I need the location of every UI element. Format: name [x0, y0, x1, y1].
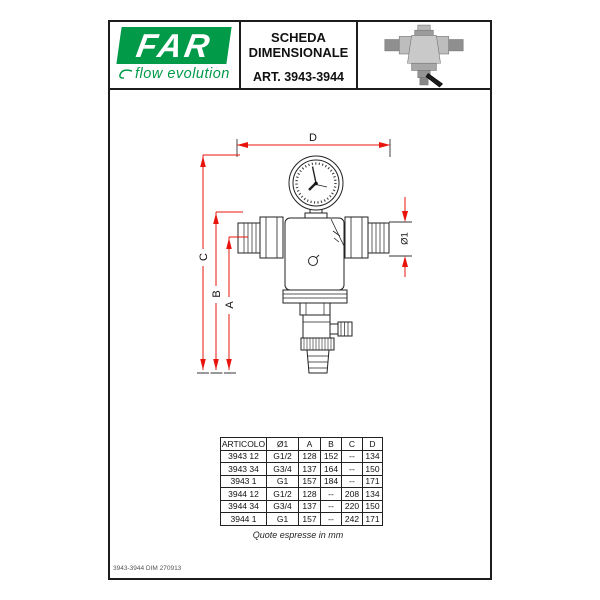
table-cell: 157	[299, 475, 321, 488]
logo-cell	[110, 22, 239, 88]
sheet-header	[110, 22, 490, 90]
table-cell: 150	[363, 500, 383, 513]
table-cell: 3943 12	[221, 450, 267, 463]
table-cell: 134	[363, 488, 383, 501]
table-cell: G1	[267, 513, 299, 526]
table-row	[221, 513, 383, 526]
table-cell: G1/2	[267, 450, 299, 463]
units-note: Quote espresse in mm	[252, 530, 344, 540]
dim-label-c: C	[198, 253, 210, 261]
far-logo-text: FAR	[133, 27, 215, 64]
table-cell: 3944 34	[221, 500, 267, 513]
table-cell: --	[342, 463, 363, 476]
table-row	[221, 500, 383, 513]
product-photo-cell	[358, 22, 490, 88]
title-cell	[239, 22, 358, 88]
tagline-swoosh-icon	[118, 68, 134, 81]
table-cell: 137	[299, 463, 321, 476]
sheet-title-line1: SCHEDA	[271, 30, 326, 45]
table-cell: --	[342, 450, 363, 463]
table-cell: 3943 1	[221, 475, 267, 488]
table-row	[221, 488, 383, 501]
table-cell: 171	[363, 475, 383, 488]
product-photo	[358, 22, 490, 88]
table-cell: 242	[342, 513, 363, 526]
table-cell: 184	[321, 475, 342, 488]
table-row	[221, 450, 383, 463]
col-header-a: A	[299, 438, 321, 451]
dim-label-diameter: Ø1	[399, 232, 411, 245]
table-cell: 128	[299, 488, 321, 501]
table-cell: --	[321, 513, 342, 526]
dim-label-b: B	[211, 290, 223, 298]
table-cell: 152	[321, 450, 342, 463]
col-header-diameter: Ø1	[267, 438, 299, 451]
col-header-d: D	[363, 438, 383, 451]
tagline-text: flow evolution	[135, 66, 230, 82]
document-code: 3943-3944 DIM 270913	[113, 565, 182, 572]
table-cell: G1/2	[267, 488, 299, 501]
dimensions-table	[220, 437, 383, 526]
table-cell: --	[321, 488, 342, 501]
far-logo	[116, 27, 231, 64]
article-number: ART. 3943-3944	[252, 69, 345, 84]
dim-label-d: D	[309, 132, 317, 144]
table-cell: 220	[342, 500, 363, 513]
table-cell: 3944 1	[221, 513, 267, 526]
logo-tagline	[118, 66, 236, 82]
table-cell: --	[342, 475, 363, 488]
table-cell: 171	[363, 513, 383, 526]
col-header-c: C	[342, 438, 363, 451]
table-header-row	[221, 438, 383, 451]
table-cell: 164	[321, 463, 342, 476]
table-cell: --	[321, 500, 342, 513]
table-cell: 134	[363, 450, 383, 463]
drain-lever	[426, 74, 443, 87]
col-header-articolo: ARTICOLO	[221, 438, 266, 449]
table-cell: G3/4	[267, 500, 299, 513]
table-cell: 208	[342, 488, 363, 501]
table-cell: 3944 12	[221, 488, 267, 501]
table-cell: 150	[363, 463, 383, 476]
table-cell: 128	[299, 450, 321, 463]
table-row	[221, 475, 383, 488]
table-cell: G3/4	[267, 463, 299, 476]
sheet-title-line2: DIMENSIONALE	[248, 44, 349, 60]
table-row	[221, 463, 383, 476]
table-cell: 3943 34	[221, 463, 267, 476]
col-header-b: B	[321, 438, 342, 451]
table-cell: 157	[299, 513, 321, 526]
dim-label-a: A	[224, 301, 236, 309]
table-cell: 137	[299, 500, 321, 513]
table-cell: G1	[267, 475, 299, 488]
